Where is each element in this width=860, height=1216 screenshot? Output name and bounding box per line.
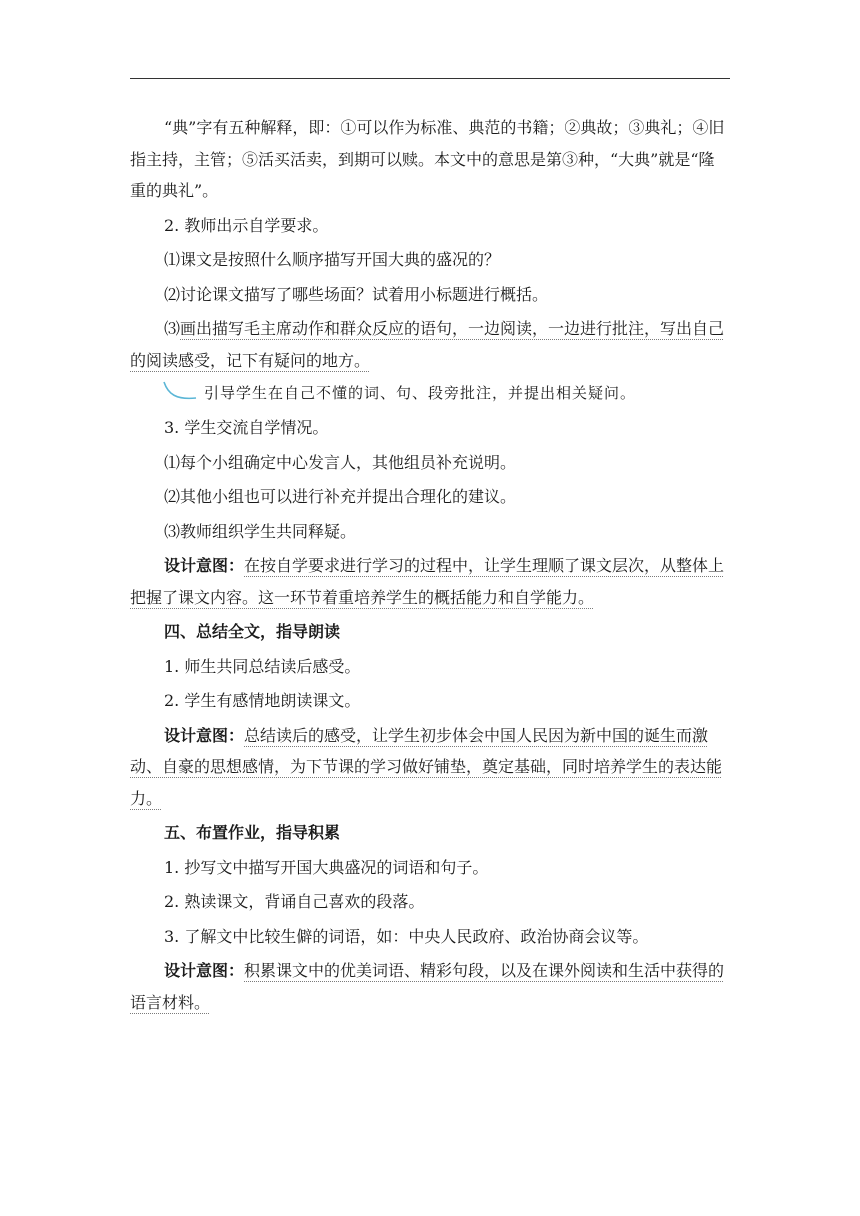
section-5-heading: 五、布置作业，指导积累: [164, 823, 341, 842]
question-2: ⑵讨论课文描写了哪些场面？试着用小标题进行概括。: [164, 284, 549, 304]
step-3-item-2: ⑵其他小组也可以进行补充并提出合理化的建议。: [164, 487, 517, 506]
top-rule: [130, 78, 730, 79]
design-intent-text: 在按自学要求进行学习的过程中，让学生理顺了课文层次，从整体上把握了课文内容。这一环节着重培养学生的概括能力和自学能力。: [130, 556, 725, 607]
document-body: [130, 112, 730, 1018]
note-text: 引导学生在自己不懂的词、句、段旁批注，并提出相关疑问。: [204, 384, 637, 402]
design-intent-text: 总结读后的感受，让学生初步体会中国人民因为新中国的诞生而激动、自豪的思想感情，为下节课的学习做好铺垫，奠定基础，同时培养学生的表达能力。: [130, 725, 723, 808]
design-intent-label: 设计意图：: [164, 961, 245, 980]
design-intent-text: 积累课文中的优美词语、精彩句段，以及在课外阅读和生活中获得的语言材料。: [130, 961, 725, 1012]
step-3-item-1: ⑴每个小组确定中心发言人，其他组员补充说明。: [164, 452, 517, 472]
note-hook-icon: [162, 380, 202, 404]
step-2: 2. 教师出示自学要求。: [164, 215, 329, 235]
question-3-prefix: ⑶: [164, 319, 181, 338]
section-5-item-3: 3. 了解文中比较生僻的词语，如：中央人民政府、政治协商会议等。: [164, 926, 649, 946]
step-3-item-3: ⑶教师组织学生共同释疑。: [164, 521, 357, 541]
design-intent-label: 设计意图：: [164, 725, 245, 745]
question-3: [130, 313, 730, 376]
design-intent-2: [130, 720, 730, 815]
question-3-text: 画出描写毛主席动作和群众反应的语句，一边阅读，一边进行批注，写出自己的阅读感受，记下有疑问的地方。: [130, 319, 725, 370]
section-5-item-1: 1. 抄写文中描写开国大典盛况的词语和句子。: [164, 857, 489, 877]
section-4-item-1: 1. 师生共同总结读后感受。: [164, 656, 361, 676]
question-1: ⑴课文是按照什么顺序描写开国大典的盛况的？: [164, 250, 501, 269]
section-4-item-2: 2. 学生有感情地朗读课文。: [164, 691, 361, 710]
design-intent-1: [130, 550, 730, 613]
design-intent-3: [130, 955, 730, 1018]
design-intent-label: 设计意图：: [164, 556, 245, 575]
section-4-heading: 四、总结全文，指导朗读: [164, 622, 341, 641]
step-3: 3. 学生交流自学情况。: [164, 418, 329, 437]
intro-paragraph: “典”字有五种解释，即：①可以作为标准、典范的书籍；②典故；③典礼；④旧指主持，主管；⑤活买活卖，到期可以赎。本文中的意思是第③种，“大典”就是“隆重的典礼”。: [130, 118, 725, 200]
section-5-item-2: 2. 熟读课文，背诵自己喜欢的段落。: [164, 892, 425, 911]
margin-note: [130, 378, 730, 412]
